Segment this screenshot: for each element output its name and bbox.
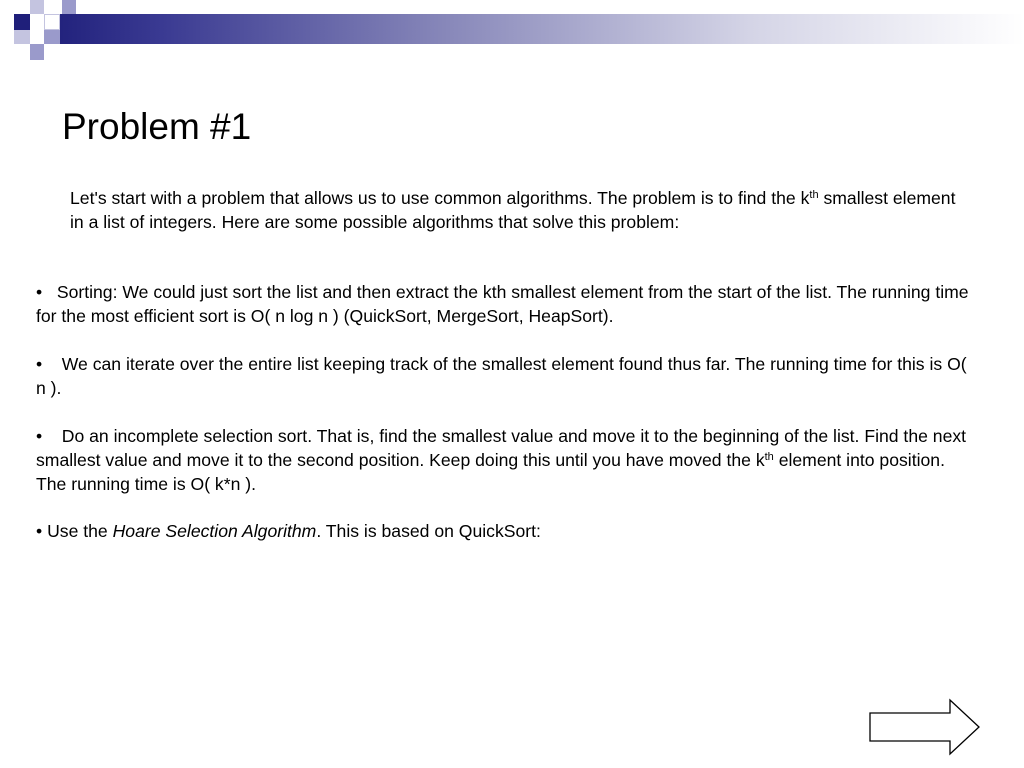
bullet-item-hoare: [36, 519, 976, 543]
bullet-text-b: . This is based on QuickSort:: [316, 521, 541, 541]
bullet-italic-term: Hoare Selection Algorithm: [112, 521, 317, 541]
bullet-item-sorting: [36, 280, 976, 328]
bullet-text-a: Use the: [47, 521, 113, 541]
header-square-dark: [14, 14, 30, 30]
bullet-text-a: Do an incomplete selection sort. That is, find the smallest value and move it to the beginning of the list. Find the next smallest value and move it to the second position. Keep doing this until you have moved the k: [36, 426, 967, 470]
header-gradient-bar: [44, 14, 1024, 44]
intro-text-a: Let's start with a problem that allows us to use common algorithms. The problem is to find the k: [70, 188, 810, 208]
header-square-light: [44, 30, 60, 44]
header-square-light: [62, 0, 76, 14]
bullet-text-b: element into position. The running time is O( k*n ).: [36, 450, 945, 494]
bullet-marker: •: [36, 354, 43, 374]
intro-paragraph: [70, 186, 970, 234]
right-arrow-icon[interactable]: [868, 698, 982, 756]
header-square-light: [30, 0, 44, 14]
bullet-marker: •: [36, 282, 43, 302]
header-square-light: [44, 14, 60, 30]
intro-text-b: smallest element in a list of integers. Here are some possible algorithms that solve this problem:: [70, 188, 956, 232]
bullet-superscript: th: [764, 451, 774, 463]
bullet-marker: •: [36, 426, 43, 446]
slide-title: Problem #1: [62, 106, 252, 147]
header-square-light: [14, 30, 30, 44]
intro-superscript: th: [809, 189, 819, 201]
bullet-marker: •: [36, 521, 43, 541]
bullet-text: We can iterate over the entire list keeping track of the smallest element found thus far. The running time for this is O( n ).: [36, 354, 967, 398]
bullet-text: Sorting: We could just sort the list and then extract the kth smallest element from the start of the list. The running time for the most efficient sort is O( n log n ) (QuickSort, MergeSort, HeapSort).: [36, 282, 969, 326]
bullet-item-iterate: [36, 352, 976, 400]
header-decoration: [0, 0, 1024, 62]
bullet-item-selection-sort: [36, 424, 976, 496]
header-square-light: [30, 44, 44, 60]
